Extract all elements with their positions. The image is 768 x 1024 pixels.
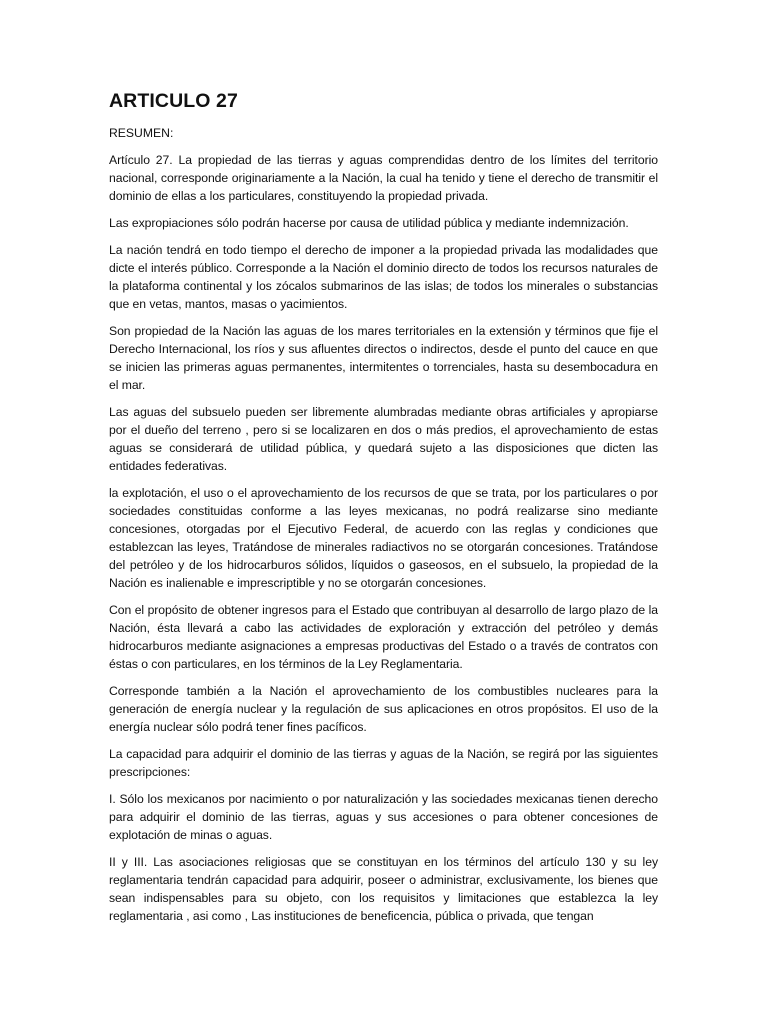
document-subtitle: RESUMEN: [109,126,174,140]
document-title: ARTICULO 27 [109,90,238,112]
paragraph-9: La capacidad para adquirir el dominio de las tierras y aguas de la Nación, se regirá por las siguientes prescripciones: [109,747,658,779]
paragraph-3: La nación tendrá en todo tiempo el derecho de imponer a la propiedad privada las modalidades que dicte el interés público. Corresponde a la Nación el dominio directo de todos los recursos naturales de la plataforma continental y los zócalos submarinos de las islas; de todos los minerales o substancias que en vetas, mantos, masas o yacimientos. [109,243,658,311]
paragraph-10: I. Sólo los mexicanos por nacimiento o por naturalización y las sociedades mexicanas tienen derecho para adquirir el dominio de las tierras, aguas y sus accesiones o para obtener concesiones de explotación de minas o aguas. [109,792,658,842]
document-page [109,88,658,934]
paragraph-11: II y III. Las asociaciones religiosas que se constituyan en los términos del artículo 130 y su ley reglamentaria tendrán capacidad para adquirir, poseer o administrar, exclusivamente, los bienes que sean indispensables para su objeto, con los requisitos y limitaciones que establezca la ley reglamentaria , asi como , Las instituciones de beneficencia, pública o privada, que tengan [109,855,658,923]
paragraph-8: Corresponde también a la Nación el aprovechamiento de los combustibles nucleares para la generación de energía nuclear y la regulación de sus aplicaciones en otros propósitos. El uso de la energía nuclear sólo podrá tener fines pacíficos. [109,684,658,734]
paragraph-6: la explotación, el uso o el aprovechamiento de los recursos de que se trata, por los particulares o por sociedades constituidas conforme a las leyes mexicanas, no podrá realizarse sino mediante concesiones, otorgadas por el Ejecutivo Federal, de acuerdo con las reglas y condiciones que establezcan las leyes, Tratándose de minerales radiactivos no se otorgarán concesiones. Tratándose del petróleo y de los hidrocarburos sólidos, líquidos o gaseosos, en el subsuelo, la propiedad de la Nación es inalienable e imprescriptible y no se otorgarán concesiones. [109,486,658,590]
paragraph-2: Las expropiaciones sólo podrán hacerse por causa de utilidad pública y mediante indemnización. [109,216,629,230]
paragraph-5: Las aguas del subsuelo pueden ser libremente alumbradas mediante obras artificiales y apropiarse por el dueño del terreno , pero si se localizaren en dos o más predios, el aprovechamiento de estas aguas se considerará de utilidad pública, y quedará sujeto a las disposiciones que dicten las entidades federativas. [109,405,658,473]
paragraph-4: Son propiedad de la Nación las aguas de los mares territoriales en la extensión y términos que fije el Derecho Internacional, los ríos y sus afluentes directos o indirectos, desde el punto del cauce en que se inicien las primeras aguas permanentes, intermitentes o torrenciales, hasta su desembocadura en el mar. [109,324,658,392]
paragraph-1: Artículo 27. La propiedad de las tierras y aguas comprendidas dentro de los límites del territorio nacional, corresponde originariamente a la Nación, la cual ha tenido y tiene el derecho de transmitir el dominio de ellas a los particulares, constituyendo la propiedad privada. [109,153,658,203]
paragraph-7: Con el propósito de obtener ingresos para el Estado que contribuyan al desarrollo de largo plazo de la Nación, ésta llevará a cabo las actividades de exploración y extracción del petróleo y demás hidrocarburos mediante asignaciones a empresas productivas del Estado o a través de contratos con éstas o con particulares, en los términos de la Ley Reglamentaria. [109,603,658,671]
